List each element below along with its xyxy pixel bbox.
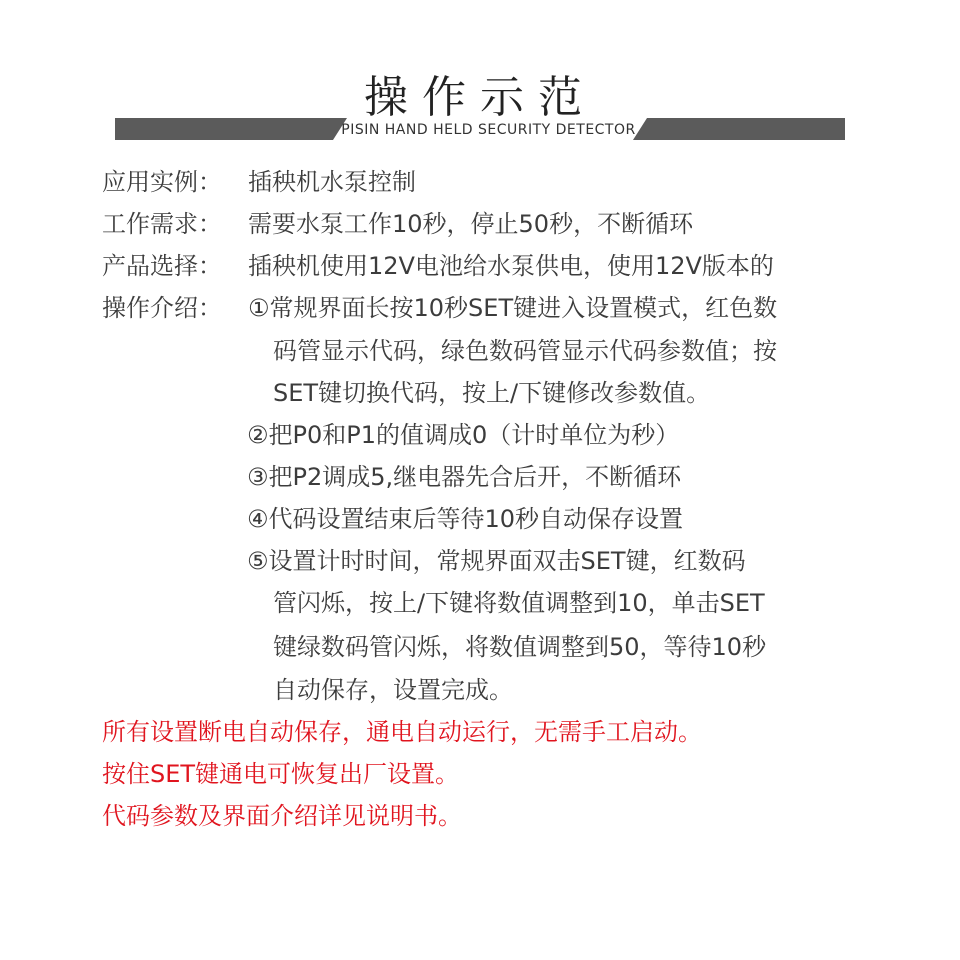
row-label: 产品选择：: [102, 252, 222, 280]
row-label: 操作介绍：: [102, 294, 222, 322]
banner-subtitle: PISIN HAND HELD SECURITY DETECTOR: [341, 122, 636, 138]
row-label: 应用实例：: [102, 168, 222, 196]
step5-line3: 键绿数码管闪烁，将数值调整到50，等待10秒: [273, 633, 767, 661]
step5-line4: 自动保存，设置完成。: [273, 676, 513, 704]
note-manual: 代码参数及界面介绍详见说明书。: [102, 802, 462, 830]
step5-line2: 管闪烁，按上/下键将数值调整到10，单击SET: [273, 589, 765, 617]
row-product: [102, 250, 774, 282]
step1-line3: SET键切换代码，按上/下键修改参数值。: [273, 379, 711, 407]
row-label: 工作需求：: [102, 210, 222, 238]
step1-line2: 码管显示代码，绿色数码管显示代码参数值；按: [273, 337, 777, 365]
banner-bar-right: [633, 118, 845, 140]
step5-line1: ⑤设置计时时间，常规界面双击SET键，红数码: [247, 547, 746, 575]
page-title: 操作示范: [364, 72, 596, 123]
row-text: 需要水泵工作10秒，停止50秒，不断循环: [248, 210, 694, 238]
banner-bar-left: [115, 118, 347, 140]
step3: ③把P2调成5,继电器先合后开，不断循环: [247, 463, 682, 491]
row-operation: [102, 292, 777, 324]
row-requirement: [102, 208, 693, 240]
title-banner: [115, 118, 845, 140]
row-text: ①常规界面长按10秒SET键进入设置模式，红色数: [248, 294, 778, 322]
step2: ②把P0和P1的值调成0（计时单位为秒）: [247, 421, 680, 449]
note-auto-save: 所有设置断电自动保存，通电自动运行，无需手工启动。: [102, 718, 702, 746]
row-application: [102, 166, 416, 198]
row-text: 插秧机水泵控制: [248, 168, 416, 196]
row-text: 插秧机使用12V电池给水泵供电，使用12V版本的: [248, 252, 774, 280]
note-factory-reset: 按住SET键通电可恢复出厂设置。: [102, 760, 460, 788]
step4: ④代码设置结束后等待10秒自动保存设置: [247, 505, 684, 533]
